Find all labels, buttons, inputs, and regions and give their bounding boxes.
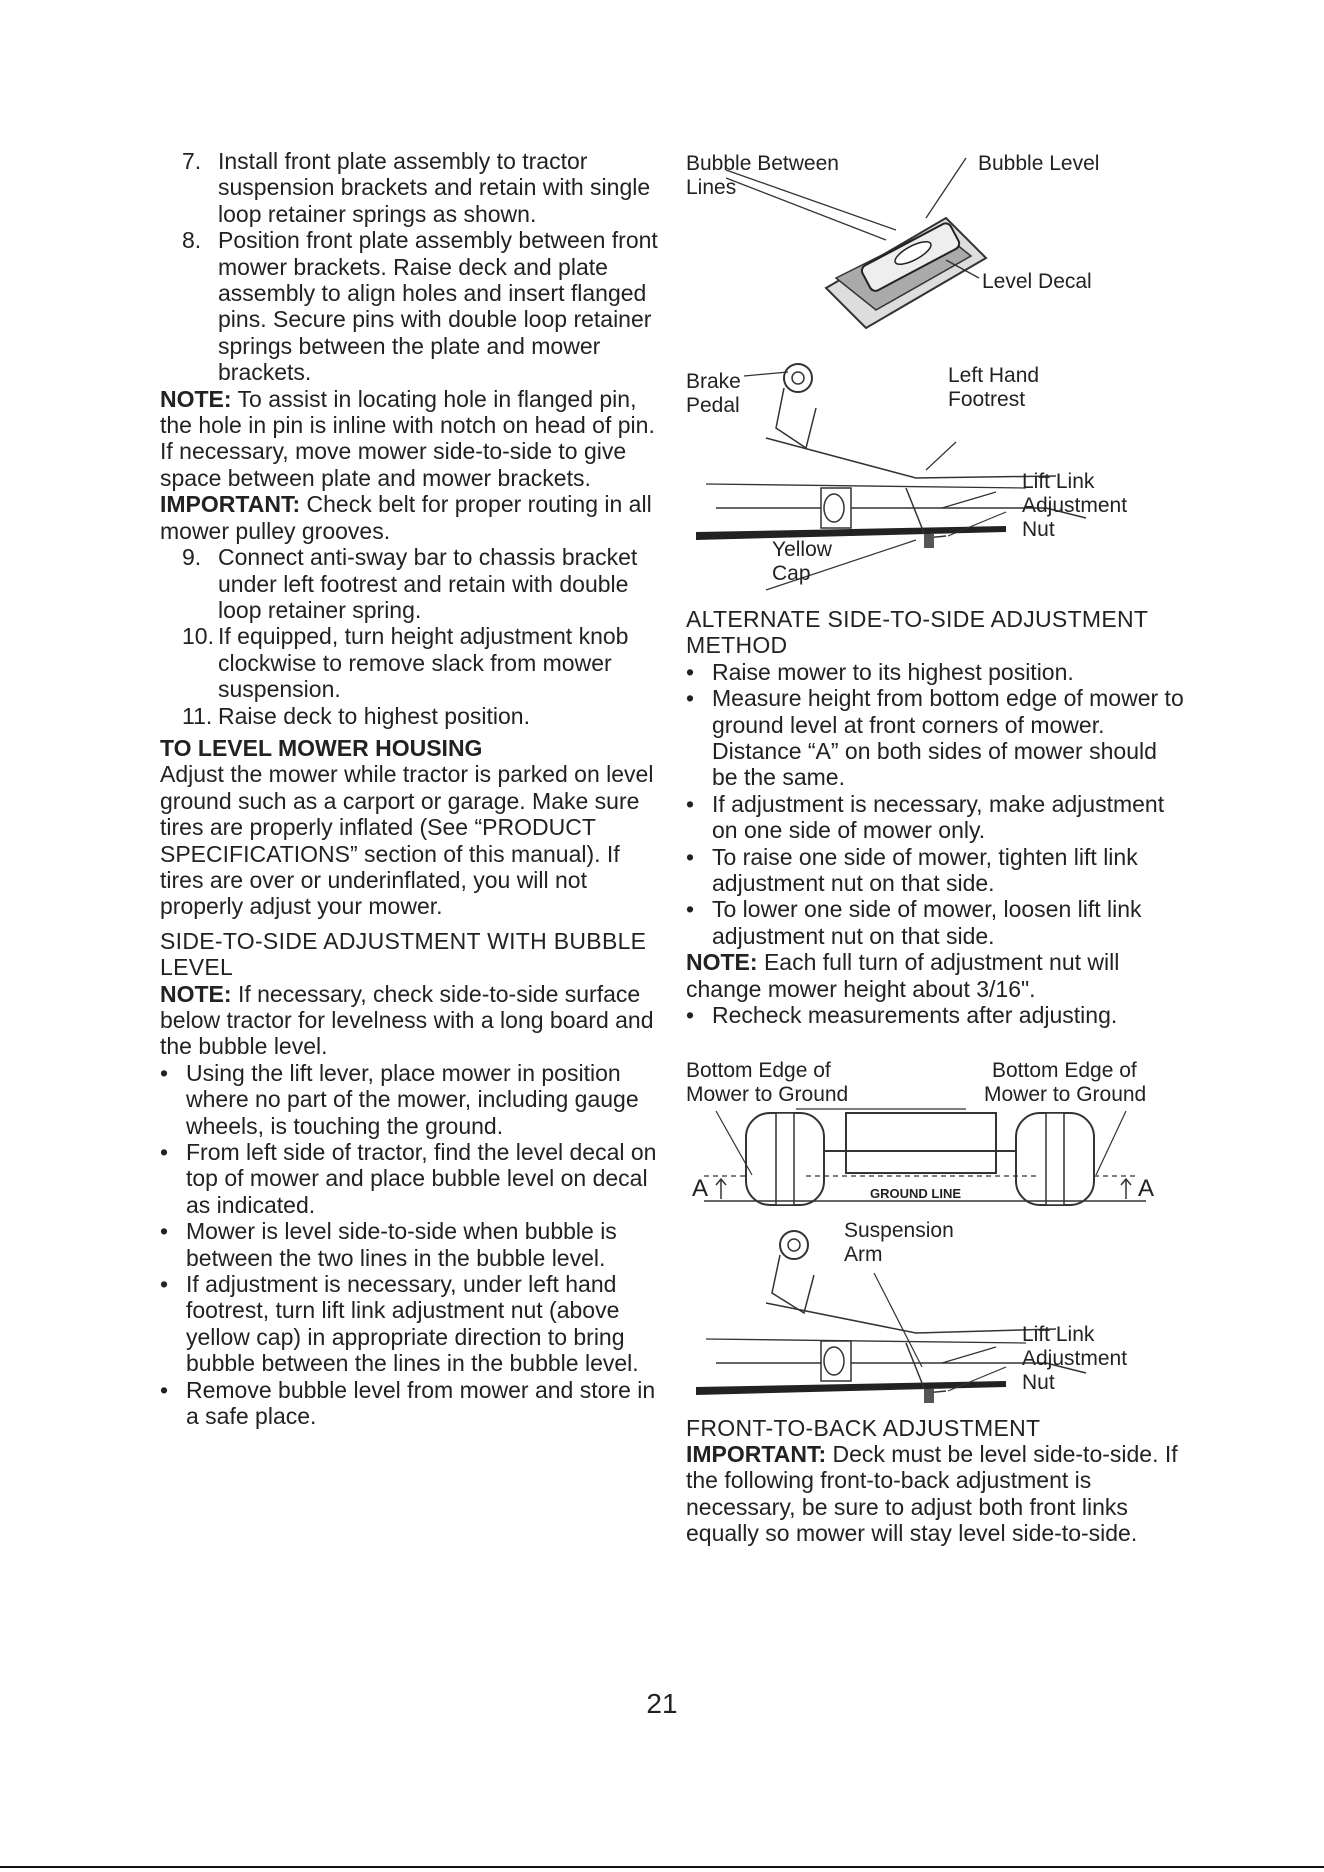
bottom-rule [0,1866,1324,1868]
label-adjustment: Adjustment [1022,494,1128,517]
label-pedal: Pedal [686,394,740,417]
label-distance-a-right: A [1138,1174,1155,1202]
alt-bullet-item: • Recheck measurements after adjusting. [686,1002,1118,1029]
alt-bullet-item: • Raise mower to its highest position. [686,658,1074,685]
label-bubble-between: Bubble Between [686,152,839,175]
label-adjustment: Adjustment [1022,1346,1128,1370]
heading-alternate-method: ALTERNATE SIDE-TO-SIDE ADJUSTMENT METHOD [686,606,1148,659]
bullet-item: • Using the lift lever, place mower in position where no part of the mower, including gauge wheels, is touching the ground. [160,1059,639,1139]
step-9: 9. Connect anti-sway bar to chassis bracket under left footrest and retain with double loop retainer spring. [182,544,638,623]
bullet-icon: • [686,685,695,712]
label-lines: Lines [686,176,737,199]
bullet-item: • Remove bubble level from mower and store in a safe place. [160,1376,656,1430]
bullet-icon: • [686,790,695,817]
bullet-icon: • [160,1059,169,1086]
label-distance-a-left: A [692,1174,709,1202]
label-lift-link: Lift Link [1022,1322,1095,1346]
label-suspension: Suspension [844,1218,954,1242]
label-bubble-level: Bubble Level [978,152,1100,175]
bullet-icon: • [686,843,695,870]
label-ground-line: GROUND LINE [870,1185,961,1201]
note-flanged-pin: NOTE: To assist in locating hole in flanged pin, the hole in pin is inline with notch on head of pin. If necessary, move mower side-to-side to give space between plate and mower brackets. [160,385,655,491]
label-bottom-edge-left-1: Bottom Edge of [686,1058,831,1082]
label-arm: Arm [844,1242,883,1266]
heading-side-to-side: SIDE-TO-SIDE ADJUSTMENT WITH BUBBLE LEVEL [160,927,647,981]
step-10: 10. If equipped, turn height adjustment knob clockwise to remove slack from mower suspension. [182,623,629,703]
bullet-icon: • [160,1218,169,1245]
left-column [160,148,660,1430]
alt-bullet-item: • To lower one side of mower, loosen lift link adjustment nut on that side. [686,896,1142,949]
lift-link-figure [686,358,1166,598]
step-7: 7. Install front plate assembly to tractor suspension brackets and retain with single loop retainer springs as shown. [182,148,651,227]
bubble-level-illustration [686,148,1166,358]
step-11: 11. Raise deck to highest position. [182,702,530,729]
label-bottom-edge-left-2: Mower to Ground [686,1082,849,1106]
label-brake: Brake [686,370,741,393]
heading-level-mower-housing: TO LEVEL MOWER HOUSING [160,734,483,761]
alt-bullet-item: • If adjustment is necessary, make adjustment on one side of mower only. [686,790,1165,844]
bullet-icon: • [160,1271,169,1298]
label-bottom-edge-right-1: Bottom Edge of [992,1058,1137,1082]
heading-front-to-back: FRONT-TO-BACK ADJUSTMENT [686,1414,1041,1441]
label-footrest: Footrest [948,388,1026,411]
note-levelness: NOTE: If necessary, check side-to-side surface below tractor for levelness with a long board and the bubble level. [160,980,654,1060]
alt-bullet-item: • Measure height from bottom edge of mower to ground level at front corners of mower. Distance “A” on both sides of mower should be the same. [686,685,1184,791]
bullet-icon: • [160,1376,169,1403]
important-front-to-back: IMPORTANT: Deck must be level side-to-side. If the following front-to-back adjustment is necessary, be sure to adjust both front links equally so mower will stay level side-to-side. [686,1440,1178,1547]
label-yellow: Yellow [772,538,832,561]
label-left-hand: Left Hand [948,364,1040,387]
bullet-icon: • [160,1139,169,1166]
right-column [686,148,1186,1547]
ground-line-figure [686,1051,1166,1211]
label-cap: Cap [772,562,811,585]
note-full-turn: NOTE: Each full turn of adjustment nut will change mower height about 3/16". [686,949,1120,1002]
bullet-icon: • [686,896,695,923]
label-level-decal: Level Decal [982,270,1092,293]
label-lift-link: Lift Link [1022,470,1095,493]
important-belt: IMPORTANT: Check belt for proper routing in all mower pulley grooves. [160,491,652,544]
suspension-arm-figure [686,1217,1166,1407]
bullet-icon: • [686,1002,695,1029]
bullet-item: • From left side of tractor, find the level decal on top of mower and place bubble level on decal as indicated. [160,1139,657,1218]
level-paragraph: Adjust the mower while tractor is parked on level ground such as a carport or garage. Make sure tires are properly inflated (See “PRODUCT SPECIFICATIONS” section of this manual). If tires are over or underinflated, you will not properly adjust your mower. [160,761,654,920]
bubble-level-figure [686,148,1166,358]
label-bottom-edge-right-2: Mower to Ground [984,1082,1147,1106]
label-nut: Nut [1022,1370,1055,1394]
suspension-arm-illustration [686,1217,1166,1407]
page-number: 21 [646,1688,678,1719]
bullet-item: • Mower is level side-to-side when bubble is between the two lines in the bubble level. [160,1218,617,1271]
bullet-item: • If adjustment is necessary, under left hand footrest, turn lift link adjustment nut (above yellow cap) in appropriate direction to bring bubble between the lines in the bubble level. [160,1271,639,1377]
step-8: 8. Position front plate assembly between front mower brackets. Raise deck and plate assembly to align holes and insert flanged pins. Secure pins with double loop retainer springs between the plate and mower brackets. [182,227,658,386]
bullet-icon: • [686,658,695,685]
alt-bullet-item: • To raise one side of mower, tighten lift link adjustment nut on that side. [686,843,1138,897]
label-nut: Nut [1022,518,1055,541]
